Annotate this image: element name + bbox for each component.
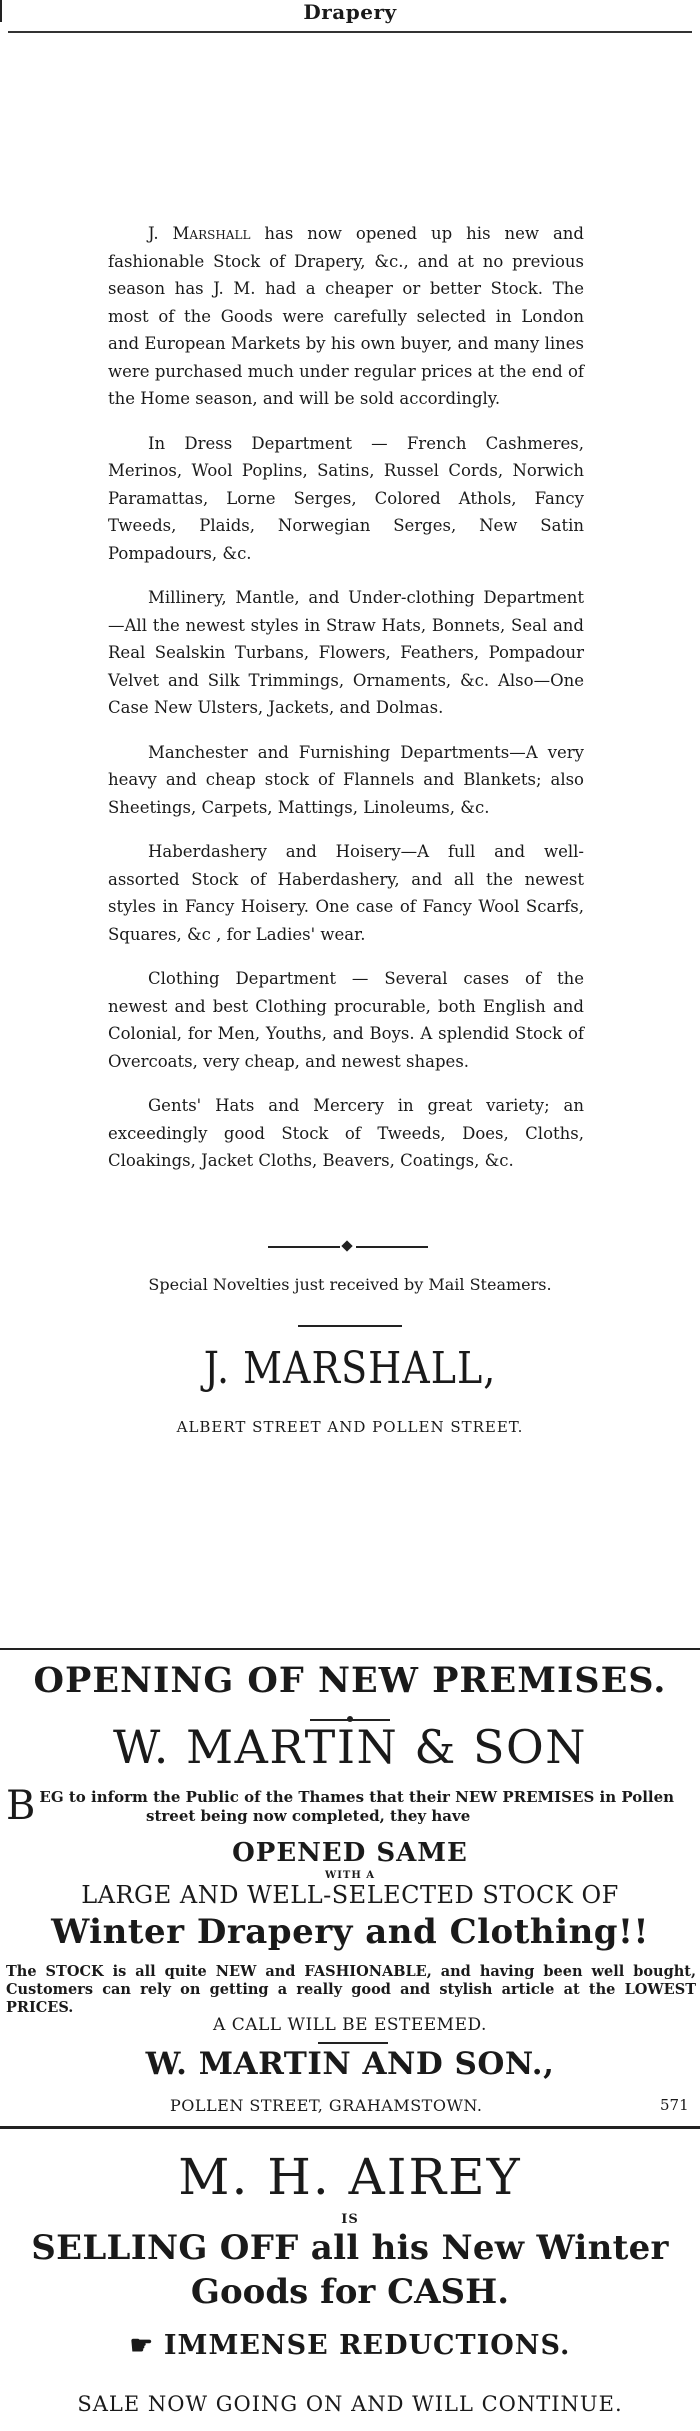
- drop-cap: B: [6, 1783, 36, 1829]
- marshall-paragraph-clothing: Clothing Department — Several cases of the newest and best Clothing procurable, both English and Colonial, for Men, Youths, and Boys. A splendid Stock of Overcoats, very cheap, and newest shapes.: [108, 969, 584, 1071]
- immense-text: IMMENSE REDUCTIONS.: [163, 2330, 571, 2361]
- martin-bottom-rule: [0, 2126, 700, 2129]
- announcement-line-1: EG to inform the Public of the Thames that their NEW PREMISES in Pollen: [39, 1788, 675, 1806]
- goods-for-cash-line: Goods for CASH.: [190, 2272, 510, 2312]
- airey-is: IS: [341, 2212, 359, 2227]
- martin-firm-signature: W. MARTIN AND SON.,: [145, 2046, 555, 2082]
- marshall-paragraph-haberdashery: Haberdashery and Hoisery—A full and well-assorted Stock of Haberdashery, and all the newest styles in Fancy Hoisery. One case of Fancy Wool Scarfs, Squares, &c , for Ladies' wear.: [108, 842, 584, 944]
- diamond-ornament-divider: [268, 1240, 428, 1254]
- marshall-address: ALBERT STREET AND POLLEN STREET.: [176, 1418, 524, 1436]
- diamond-icon: [341, 1240, 352, 1251]
- martin-announcement: [6, 1783, 696, 1829]
- pointing-hand-icon: ☛: [129, 2331, 154, 2361]
- marshall-lead-name: J. Marshall: [148, 224, 251, 243]
- large-stock-line: LARGE AND WELL-SELECTED STOCK OF: [81, 1881, 619, 1909]
- call-esteemed: A CALL WILL BE ESTEEMED.: [213, 2015, 487, 2035]
- stock-description: The STOCK is all quite NEW and FASHIONABLE, and having been well bought, Customers can rely on getting a really good and stylish article at the LOWEST PRICES.: [6, 1963, 696, 2016]
- selling-off-line: SELLING OFF all his New Winter: [31, 2228, 669, 2268]
- sale-continue-line: SALE NOW GOING ON AND WILL CONTINUE.: [77, 2392, 623, 2416]
- title-rule: [8, 31, 692, 33]
- call-rule: [318, 2042, 388, 2044]
- marshall-advertisement: [108, 220, 584, 1192]
- immense-reductions: [0, 2330, 700, 2361]
- short-rule: [298, 1325, 402, 1327]
- martin-address: POLLEN STREET, GRAHAMSTOWN.: [170, 2096, 483, 2115]
- opened-same: OPENED SAME: [232, 1838, 468, 1868]
- marshall-paragraph-intro: [108, 220, 584, 413]
- marshall-paragraph-text: has now opened up his new and fashionable Stock of Drapery, &c., and at no previous season has J. M. had a cheaper or better Stock. The most of the Goods were carefully selected in London and European Markets by his own buyer, and many lines were purchased much under regular prices at the end of the Home season, and will be sold accordingly.: [108, 224, 584, 408]
- section-title: Drapery: [303, 0, 397, 24]
- with-a: WITH A: [324, 1870, 376, 1881]
- martin-top-rule: [0, 1648, 700, 1650]
- novelties-line: Special Novelties just received by Mail Steamers.: [148, 1275, 552, 1294]
- marshall-paragraph-dress: In Dress Department — French Cashmeres, Merinos, Wool Poplins, Satins, Russel Cords, Norwich Paramattas, Lorne Serges, Colored Athols, Fancy Tweeds, Plaids, Norwegian Serges, New Satin Pompadours, &c.: [108, 433, 584, 563]
- marshall-paragraph-millinery: Millinery, Mantle, and Under-clothing Department—All the newest styles in Straw Hats, Bonnets, Seal and Real Sealskin Turbans, Flowers, Feathers, Pompadour Velvet and Silk Trimmings, Ornaments, &c. Also—One Case New Ulsters, Jackets, and Dolmas.: [108, 588, 584, 717]
- marshall-paragraph-manchester: Manchester and Furnishing Departments—A very heavy and cheap stock of Flannels and Blankets; also Sheetings, Carpets, Mattings, Linoleums, &c.: [108, 742, 584, 817]
- winter-drapery-line: Winter Drapery and Clothing!!: [51, 1912, 649, 1952]
- opening-headline: OPENING OF NEW PREMISES.: [33, 1660, 667, 1701]
- marshall-paragraph-gents: Gents' Hats and Mercery in great variety; an exceedingly good Stock of Tweeds, Does, Cloths, Cloakings, Jacket Cloths, Beavers, Coatings, &c.: [108, 1096, 584, 1170]
- announcement-line-2: street being now completed, they have: [146, 1807, 471, 1825]
- ad-number: 571: [660, 2096, 689, 2114]
- martin-firm-name: W. MARTIN & SON: [113, 1720, 587, 1774]
- airey-name: M. H. AIREY: [178, 2148, 522, 2206]
- marshall-name: J. MARSHALL,: [203, 1342, 497, 1394]
